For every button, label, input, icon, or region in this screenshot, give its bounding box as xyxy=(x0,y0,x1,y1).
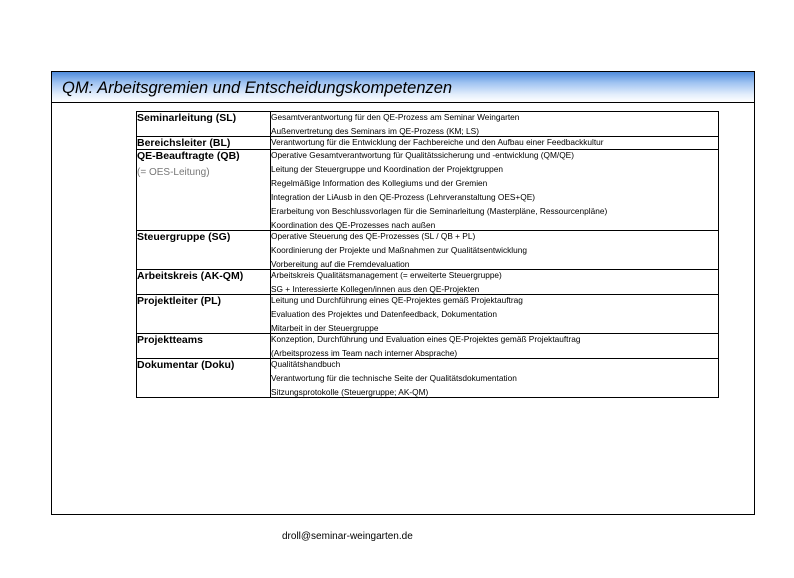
role-cell xyxy=(137,295,271,334)
responsibility-line: Erarbeitung von Beschlussvorlagen für die Seminarleitung (Masterpläne, Ressourcenpläne) xyxy=(271,206,608,216)
role-name: Seminarleitung (SL) xyxy=(137,112,237,124)
role-cell xyxy=(137,112,271,137)
table-row xyxy=(137,295,719,334)
table-row xyxy=(137,231,719,270)
responsibility-line: Operative Gesamtverantwortung für Qualitätssicherung und -entwicklung (QM/QE) xyxy=(271,150,574,160)
responsibility-line: Evaluation des Projektes und Datenfeedback, Dokumentation xyxy=(271,309,498,319)
role-cell xyxy=(137,359,271,398)
responsibility-line: Mitarbeit in der Steuergruppe xyxy=(271,323,379,333)
responsibility-cell xyxy=(271,295,719,334)
responsibility-line: (Arbeitsprozess im Team nach interner Absprache) xyxy=(271,348,458,358)
responsibility-cell xyxy=(271,270,719,295)
role-name: Projektleiter (PL) xyxy=(137,295,222,307)
responsibility-line: SG + Interessierte Kollegen/innen aus den QE-Projekten xyxy=(271,284,480,294)
role-subtitle: (= OES-Leitung) xyxy=(137,167,210,178)
responsibility-line: Leitung und Durchführung eines QE-Projektes gemäß Projektauftrag xyxy=(271,295,523,305)
responsibility-cell xyxy=(271,150,719,231)
slide-title: QM: Arbeitsgremien und Entscheidungskompetenzen xyxy=(62,79,453,97)
role-name: Projektteams xyxy=(137,334,203,346)
responsibility-line: Sitzungsprotokolle (Steuergruppe; AK-QM) xyxy=(271,387,429,397)
footer-email: droll@seminar-weingarten.de xyxy=(282,531,413,542)
role-name: Dokumentar (Doku) xyxy=(137,359,235,371)
responsibility-line: Koordination des QE-Prozesses nach außen xyxy=(271,220,436,230)
role-cell xyxy=(137,231,271,270)
responsibility-line: Integration der LiAusb in den QE-Prozess (Lehrveranstaltung OES+QE) xyxy=(271,192,536,202)
table-row xyxy=(137,359,719,398)
table-row xyxy=(137,150,719,231)
responsibility-line: Operative Steuerung des QE-Prozesses (SL / QB + PL) xyxy=(271,231,476,241)
role-name: Steuergruppe (SG) xyxy=(137,231,231,243)
role-cell xyxy=(137,334,271,359)
role-name: Arbeitskreis (AK-QM) xyxy=(137,270,244,282)
role-cell xyxy=(137,270,271,295)
role-name: Bereichsleiter (BL) xyxy=(137,137,231,149)
responsibility-line: Vorbereitung auf die Fremdevaluation xyxy=(271,259,410,269)
role-name: QE-Beauftragte (QB) xyxy=(137,150,240,162)
committee-table xyxy=(136,111,719,398)
slide-frame xyxy=(51,71,755,515)
responsibility-line: Verantwortung für die Entwicklung der Fachbereiche und den Aufbau einer Feedbackkultur xyxy=(271,137,604,147)
table-row xyxy=(137,270,719,295)
title-bar xyxy=(52,72,754,103)
table-row xyxy=(137,112,719,137)
responsibility-line: Konzeption, Durchführung und Evaluation eines QE-Projektes gemäß Projektauftrag xyxy=(271,334,581,344)
responsibility-line: Verantwortung für die technische Seite der Qualitätsdokumentation xyxy=(271,373,517,383)
responsibility-cell xyxy=(271,112,719,137)
responsibility-cell xyxy=(271,359,719,398)
responsibility-cell xyxy=(271,137,719,150)
table-row xyxy=(137,334,719,359)
responsibility-cell xyxy=(271,231,719,270)
responsibility-line: Koordinierung der Projekte und Maßnahmen zur Qualitätsentwicklung xyxy=(271,245,527,255)
table-row xyxy=(137,137,719,150)
responsibility-line: Gesamtverantwortung für den QE-Prozess am Seminar Weingarten xyxy=(271,112,520,122)
role-cell xyxy=(137,150,271,231)
responsibility-cell xyxy=(271,334,719,359)
role-cell xyxy=(137,137,271,150)
responsibility-line: Außenvertretung des Seminars im QE-Prozess (KM; LS) xyxy=(271,126,479,136)
responsibility-line: Leitung der Steuergruppe und Koordination der Projektgruppen xyxy=(271,164,504,174)
committee-table-body xyxy=(137,112,719,398)
responsibility-line: Regelmäßige Information des Kollegiums und der Gremien xyxy=(271,178,488,188)
responsibility-line: Qualitätshandbuch xyxy=(271,359,341,369)
responsibility-line: Arbeitskreis Qualitätsmanagement (= erweiterte Steuergruppe) xyxy=(271,270,502,280)
